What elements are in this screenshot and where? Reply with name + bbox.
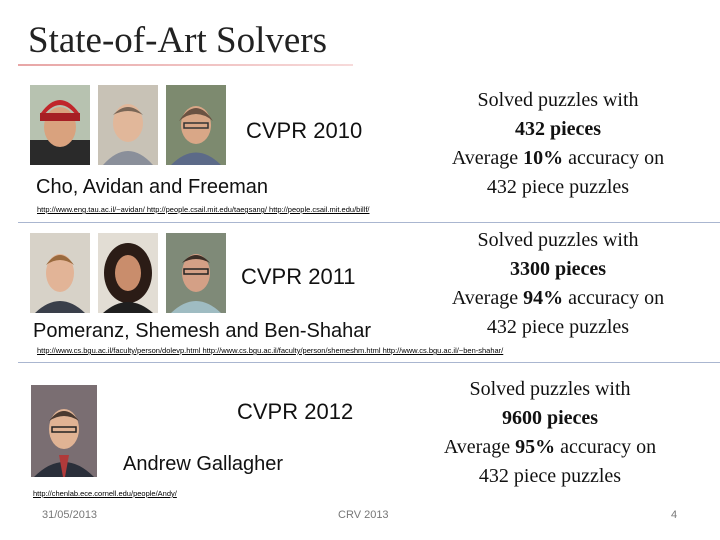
author-photos-2010 bbox=[30, 85, 226, 165]
author-names: Cho, Avidan and Freeman bbox=[36, 176, 269, 198]
footer-date: 31/05/2013 bbox=[42, 509, 98, 521]
author-names: Andrew Gallagher bbox=[123, 453, 284, 475]
page-number: 4 bbox=[671, 509, 678, 521]
author-photo bbox=[166, 85, 226, 165]
pieces-count: 9600 pieces bbox=[501, 407, 599, 429]
result-text: accuracy on bbox=[563, 287, 665, 309]
author-urls[interactable]: http://www.eng.tau.ac.il/~avidan/ http://people.csail.mit.edu/taegsang/ http://people.csail.mit.edu/billf/ bbox=[37, 205, 370, 214]
result-text: accuracy on bbox=[555, 436, 657, 458]
result-line: Solved puzzles with bbox=[469, 378, 631, 400]
result-text: accuracy on bbox=[563, 147, 665, 169]
accuracy-value: 94% bbox=[523, 287, 564, 309]
pieces-count: 3300 pieces bbox=[509, 258, 607, 280]
author-photos-2012 bbox=[31, 385, 97, 477]
accuracy-value: 10% bbox=[523, 147, 564, 169]
author-photo bbox=[30, 233, 90, 313]
author-photo bbox=[98, 233, 158, 313]
footer-title: CRV 2013 bbox=[338, 509, 389, 521]
result-line: Solved puzzles with bbox=[477, 89, 639, 111]
author-names: Pomeranz, Shemesh and Ben-Shahar bbox=[33, 320, 371, 342]
result-line: 432 piece puzzles bbox=[478, 465, 622, 487]
author-urls[interactable]: http://chenlab.ece.cornell.edu/people/Andy/ bbox=[33, 489, 177, 498]
result-summary bbox=[423, 86, 693, 202]
result-text: Average bbox=[451, 147, 524, 169]
pieces-count: 432 pieces bbox=[514, 118, 602, 140]
author-photo bbox=[31, 385, 97, 477]
result-line: 432 piece puzzles bbox=[486, 176, 630, 198]
result-summary bbox=[423, 226, 693, 342]
slide-title: State-of-Art Solvers bbox=[28, 20, 328, 61]
result-text: Average bbox=[443, 436, 516, 458]
result-line: 432 piece puzzles bbox=[486, 316, 630, 338]
author-photos-2011 bbox=[30, 233, 226, 313]
conference-label: CVPR 2011 bbox=[241, 264, 356, 289]
author-photo bbox=[98, 85, 158, 165]
result-text: Average bbox=[451, 287, 524, 309]
accuracy-value: 95% bbox=[515, 436, 556, 458]
result-line: Solved puzzles with bbox=[477, 229, 639, 251]
section-divider bbox=[18, 222, 720, 223]
author-urls[interactable]: http://www.cs.bgu.ac.il/faculty/person/dolevp.html http://www.cs.bgu.ac.il/faculty/person/shemeshm.html http://www.cs.bgu.ac.il/~ben-shahar/ bbox=[37, 346, 504, 355]
conference-label: CVPR 2012 bbox=[237, 399, 354, 424]
result-summary bbox=[415, 375, 685, 491]
title-underline bbox=[18, 64, 353, 66]
conference-label: CVPR 2010 bbox=[246, 118, 363, 143]
author-photo bbox=[30, 85, 90, 165]
author-photo bbox=[166, 233, 226, 313]
section-divider bbox=[18, 362, 720, 363]
